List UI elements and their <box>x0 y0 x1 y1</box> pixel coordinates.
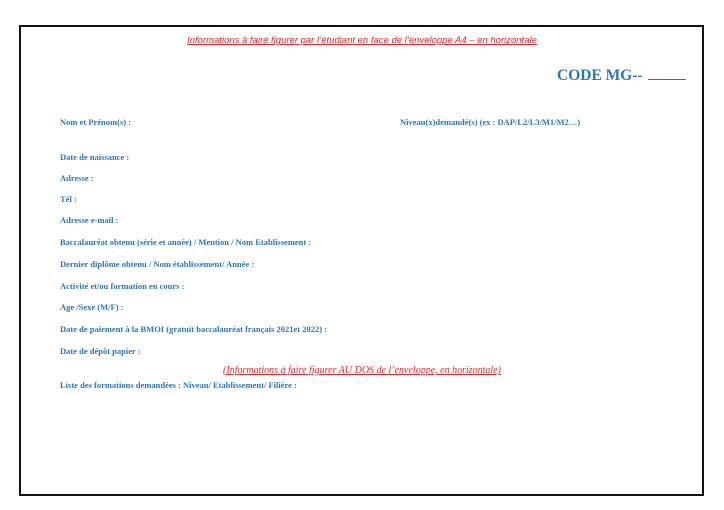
field-date-paiement: Date de paiement à la BMOI (gratuit baccalauréat français 2021et 2022) : <box>60 324 327 334</box>
field-date-depot: Date de dépôt papier : <box>60 346 141 356</box>
field-tel: Tél : <box>60 194 77 204</box>
field-email: Adresse e-mail : <box>60 215 119 225</box>
code-blank-line <box>648 77 686 80</box>
field-adresse: Adresse : <box>60 173 94 183</box>
field-date-naissance: Date de naissance : <box>60 152 130 162</box>
field-baccalaureat: Baccalauréat obtenu (série et année) / Mention / Nom Etablissement : <box>60 237 312 247</box>
code-suffix: -- <box>632 67 647 84</box>
code-prefix: CODE MG <box>557 67 633 84</box>
field-liste-formations: Liste des formations demandées : Niveau/ Etablissement/ Filière : <box>60 380 297 390</box>
field-nom-prenom: Nom et Prénom(s) : <box>60 117 132 127</box>
field-dernier-diplome: Dernier diplôme obtenu / Nom établissement/ Année : <box>60 259 255 269</box>
code-mg-label <box>557 67 686 85</box>
field-age-sexe: Age /Sexe (M/F) : <box>60 302 124 312</box>
field-activite: Activité et/ou formation en cours : <box>60 281 185 291</box>
front-instructions-note: Informations à faire figurer par l’étudiant en face de l’enveloppe A4 – en horizontale <box>187 35 537 46</box>
field-niveau-demande: Niveau(x)demandé(s) (ex : DAP/L2/L3/M1/M2…) <box>400 117 581 127</box>
back-instructions-note: (Informations à faire figurer AU DOS de l’enveloppe, en horizontale) <box>223 365 501 376</box>
